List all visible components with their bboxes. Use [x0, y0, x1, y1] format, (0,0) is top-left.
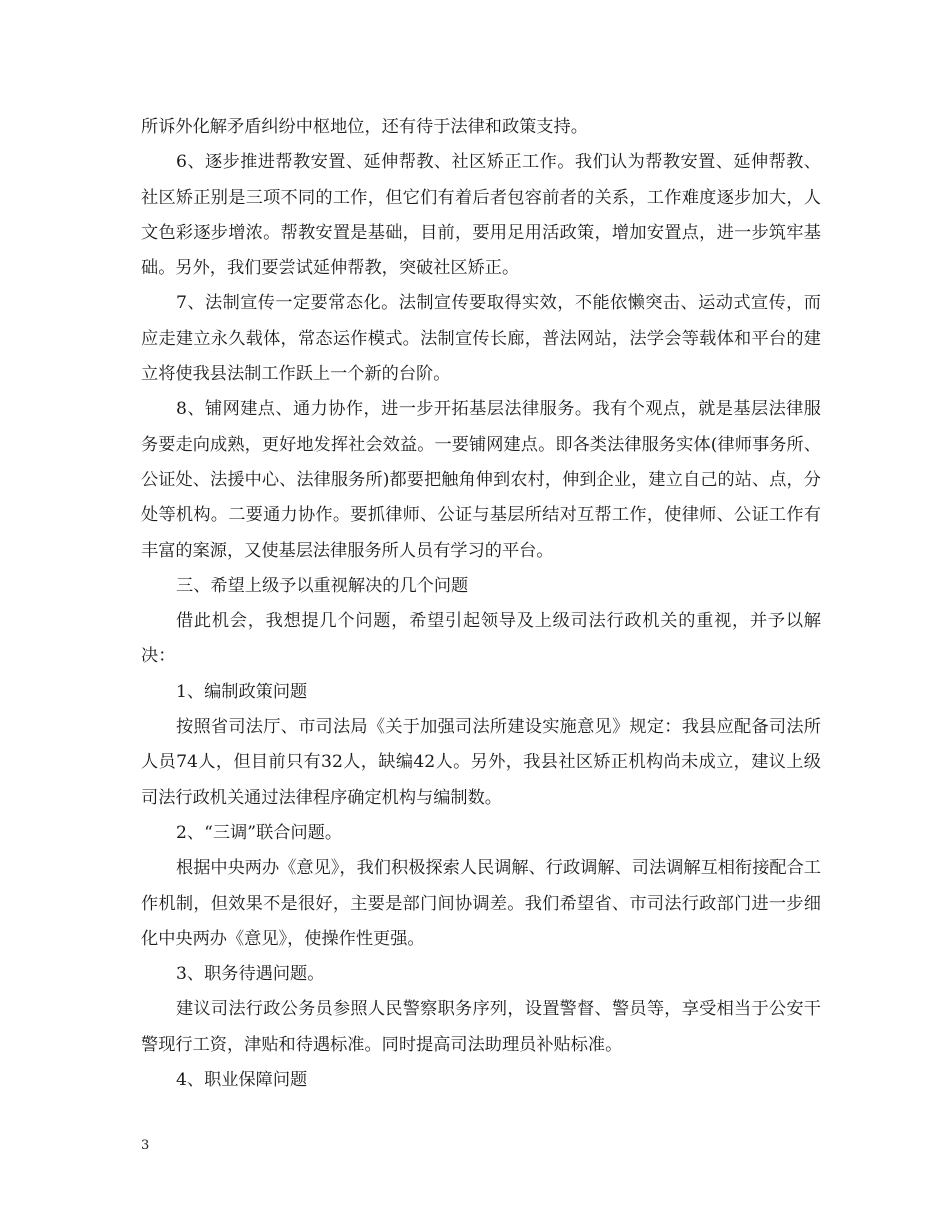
paragraph: 按照省司法厅、市司法局《关于加强司法所建设实施意见》规定：我县应配备司法所人员74人，但目前只有32人，缺编42人。另外，我县社区矫正机构尚未成立，建议上级司法行政机关通过法律程序确定机构与编制数。 — [141, 717, 821, 808]
subsection-heading: 2、“三调”联合问题。 — [176, 822, 343, 843]
subsection-heading: 1、编制政策问题 — [176, 681, 308, 702]
page-number: 3 — [141, 1138, 150, 1153]
document-body — [141, 110, 821, 1098]
subsection-heading: 4、职业保障问题 — [176, 1070, 308, 1091]
paragraph: 6、逐步推进帮教安置、延伸帮教、社区矫正工作。我们认为帮教安置、延伸帮教、社区矫正别是三项不同的工作，但它们有着后者包容前者的关系，工作难度逐步加大，人文色彩逐步增浓。帮教安置是基础，目前，要用足用活政策，增加安置点，进一步筑牢基础。另外，我们要尝试延伸帮教，突破社区矫正。 — [141, 152, 821, 279]
paragraph: 借此机会，我想提几个问题，希望引起领导及上级司法行政机关的重视，并予以解决： — [141, 611, 821, 667]
paragraph: 根据中央两办《意见》，我们积极探索人民调解、行政调解、司法调解互相衔接配合工作机制，但效果不是很好，主要是部门间协调差。我们希望省、市司法行政部门进一步细化中央两办《意见》，使操作性更强。 — [141, 858, 821, 949]
paragraph: 7、法制宣传一定要常态化。法制宣传要取得实效，不能依懒突击、运动式宣传，而应走建立永久载体，常态运作模式。法制宣传长廊，普法网站，法学会等载体和平台的建立将使我县法制工作跃上一个新的台阶。 — [141, 293, 821, 385]
paragraph: 所诉外化解矛盾纠纷中枢地位，还有待于法律和政策支持。 — [141, 117, 588, 137]
subsection-heading: 3、职务待遇问题。 — [176, 964, 325, 985]
paragraph: 建议司法行政公务员参照人民警察职务序列，设置警督、警员等，享受相当于公安干警现行工资，津贴和待遇标准。同时提高司法助理员补贴标准。 — [141, 999, 821, 1055]
section-heading: 三、希望上级予以重视解决的几个问题 — [176, 575, 469, 596]
paragraph: 8、铺网建点、通力协作，进一步开拓基层法律服务。我有个观点，就是基层法律服务要走向成熟，更好地发挥社会效益。一要铺网建点。即各类法律服务实体(律师事务所、公证处、法援中心、法律服务所)都要把触角伸到农村，伸到企业，建立自己的站、点，分处等机构。二要通力协作。要抓律师、公证与基层所结对互帮工作，使律师、公证工作有丰富的案源，又使基层法律服务所人员有学习的平台。 — [141, 399, 821, 561]
